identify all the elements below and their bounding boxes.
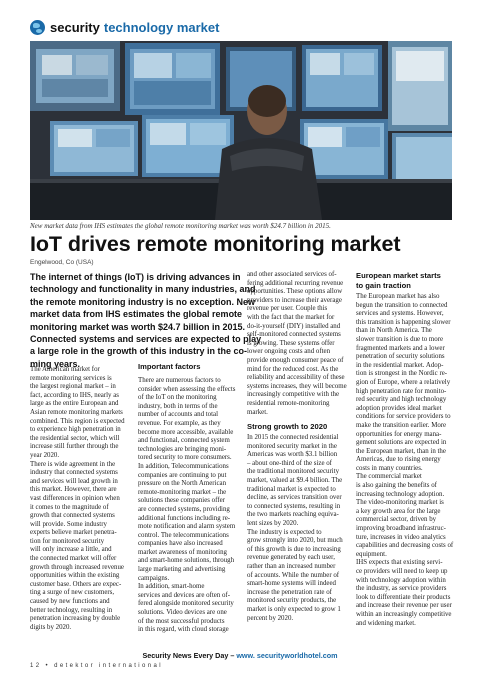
text-line: high penetration rate for monito- <box>356 387 447 395</box>
photo-illustration <box>30 41 452 220</box>
text-line: market, valued at $9.4 billion. The <box>247 477 343 485</box>
text-line: residential remote-monitoring <box>247 399 330 407</box>
text-line: smart-home systems will indeed <box>247 580 336 588</box>
text-line: the industry, as service providers <box>356 585 447 593</box>
column-4-text <box>356 293 453 628</box>
text-line: self-monitored connected systems <box>247 331 341 339</box>
text-line: large marketing and advertising <box>138 566 226 574</box>
lead-line: ming years. <box>30 358 81 369</box>
text-line: mote notification and alarm system <box>138 523 236 531</box>
text-line: do-it-yourself (DIY) installed and <box>247 322 341 330</box>
text-line: are connected systems, providing <box>138 505 230 513</box>
text-line: The European market has also <box>356 293 440 300</box>
text-line: rather than an increased number <box>247 563 336 570</box>
text-line: and other associated services of- <box>247 271 337 278</box>
text-line: customer base. Others are expec- <box>30 580 122 588</box>
text-line: The American market for <box>30 366 100 373</box>
text-line: the residential sector, which will <box>30 434 120 442</box>
text-line: of this growth is due to increasing <box>247 545 341 553</box>
subheading-important-factors: Important factors <box>138 362 201 371</box>
text-line: the European market, than in the <box>356 447 446 455</box>
text-line: services and devices are often of- <box>138 591 231 599</box>
text-line: industry that connected systems <box>30 469 118 477</box>
text-line: improving broadband infrastruc- <box>356 525 446 533</box>
text-line: begun the transition to connected <box>356 301 448 309</box>
text-line: reliability and accessibility of these <box>247 374 345 382</box>
text-line: gion of Europe, where a relatively <box>356 378 451 386</box>
text-line: fering additional recurring revenue <box>247 279 344 287</box>
text-line: fact, according to IHS, nearly as <box>30 391 119 399</box>
text-line: traditional market is expected to <box>247 485 336 493</box>
text-line: providers to increase their average <box>247 296 342 304</box>
text-line: costs in many countries. <box>356 464 423 472</box>
text-line: increase the penetration rate of <box>247 588 332 596</box>
text-line: adoption provides ideal market <box>356 404 442 412</box>
text-line: of the most successful products <box>138 617 225 625</box>
text-line: look to differentiate their products <box>356 593 451 601</box>
text-line: There is wide agreement in the <box>30 460 116 468</box>
text-line: monitored security market in the <box>247 442 337 450</box>
lead-line: The internet of things (IoT) is driving advances in <box>30 272 241 282</box>
text-line: ting a surge of new customers, <box>30 589 115 597</box>
text-line: than in North America. The <box>356 327 432 335</box>
text-line: equipment. <box>356 550 387 558</box>
text-line: commercial sector, driven by <box>356 516 437 524</box>
text-line: There are numerous factors to <box>138 377 221 384</box>
text-line: Asian remote monitoring markets <box>30 408 123 416</box>
text-line: solutions. Video devices are one <box>138 609 227 617</box>
text-line: remote-monitoring market – the <box>138 488 227 496</box>
text-line: grow strongly into 2020, but much <box>247 537 343 545</box>
photo-caption: New market data from IHS estimates the global remote monitoring market was worth $24.7 billion in 2015. <box>30 222 331 230</box>
text-line: the connected market will offer <box>30 555 117 563</box>
text-line: caused by new functions and <box>30 598 110 606</box>
text-line: large as the entire European and <box>30 400 119 408</box>
text-line: market awareness of monitoring <box>138 548 227 556</box>
text-line: conditions for service providers to <box>356 413 451 421</box>
text-line: Americas was worth $3.1 billion <box>247 451 338 459</box>
text-line: consider when assessing the effects <box>138 385 236 393</box>
text-line: lent sizes by 2020. <box>247 520 299 528</box>
text-line: companies are continuing to put <box>138 471 227 479</box>
text-line: Americas, due to rising energy <box>356 456 441 464</box>
text-line: provide enough consumer peace of <box>247 356 344 364</box>
text-line: increasing technology adoption. <box>356 490 445 498</box>
lead-line: technology and functionality in many industries, and <box>30 284 256 295</box>
text-line: gement solutions are expected in <box>356 439 447 447</box>
text-line: ce providers will need to keep up <box>356 568 448 575</box>
text-line: will provide. Some industry <box>30 520 107 528</box>
text-line: tion for monitored security <box>30 537 105 545</box>
text-line: growth through increased revenue <box>30 563 124 571</box>
text-line: and functional, connected system <box>138 437 230 445</box>
text-line: is growing. These systems offer <box>247 339 335 347</box>
text-line: year 2020. <box>30 451 60 459</box>
header-brand-technology-market: technology market <box>103 19 220 35</box>
text-line: market. <box>247 408 268 416</box>
text-line: and services will lead growth in <box>30 477 118 485</box>
text-line: penetration increasing by double <box>30 615 121 623</box>
page-folio: 12 • detektor international <box>30 663 163 669</box>
text-line: to connected systems, resulting in <box>247 502 341 510</box>
text-line: and widening market. <box>356 619 416 627</box>
text-line: a key growth area for the large <box>356 507 441 515</box>
text-line: better technology, resulting in <box>30 606 113 614</box>
text-line: make the transition earlier. More <box>356 421 447 429</box>
text-line: experts believe market penetra- <box>30 529 117 537</box>
text-line: slower transition is due to more <box>356 335 444 343</box>
dateline: Engelwood, Co (USA) <box>30 259 94 266</box>
text-line: the largest regional market – in <box>30 383 116 391</box>
footer-url-link[interactable]: www. securityworldhotel.com <box>236 651 338 660</box>
subheading-strong-growth: Strong growth to 2020 <box>247 422 328 432</box>
text-line: opportunities. These options allow <box>247 288 343 296</box>
lead-line: Connected systems and services are expected to play <box>30 334 262 345</box>
text-line: growth that connected systems <box>30 512 115 520</box>
text-line: monitored security products, the <box>247 597 337 605</box>
footer-banner <box>0 651 480 660</box>
body-column-3 <box>247 271 347 623</box>
text-line: fragmented markets and a lower <box>356 344 445 352</box>
text-line: services and systems. However, <box>356 310 444 318</box>
text-line: opportunities within the existing <box>30 572 120 580</box>
text-line: percent by 2020. <box>247 614 294 622</box>
lead-line: a large role in the growth of this industry in the co- <box>30 346 248 357</box>
text-line: increase still further through the <box>30 443 119 451</box>
text-line: the traditional monitored security <box>247 468 340 476</box>
text-line: mind for the reduced cost. As the <box>247 365 339 373</box>
text-line: and smart-home solutions, through <box>138 557 235 565</box>
text-line: The commercial market <box>356 473 422 481</box>
body-column-2 <box>138 362 235 635</box>
text-line: with technology adoption within <box>356 576 446 584</box>
section-header <box>30 16 219 38</box>
text-line: it comes to the magnitude of <box>30 503 109 511</box>
text-line: In 2015 the connected residential <box>247 434 339 442</box>
text-line: within an increasingly competitive <box>356 610 452 618</box>
text-line: remote monitoring services is <box>30 374 112 382</box>
footer-text: Security News Every Day – <box>142 651 237 660</box>
text-line: solutions these companies offer <box>138 497 225 505</box>
text-line: and increase their revenue per user <box>356 602 452 610</box>
text-line: In addition, Telecommunications <box>138 462 229 470</box>
text-line: number of accounts and total <box>138 411 218 419</box>
text-line: companies have also increased <box>138 540 223 548</box>
text-line: of accounts. While the number of <box>247 571 340 579</box>
text-line: systems increases, they will become <box>247 382 347 390</box>
text-line: penetration of security solutions <box>356 353 445 361</box>
text-line: The video-monitoring market is <box>356 499 444 507</box>
globe-icon <box>30 20 45 35</box>
lead-line: monitoring market was worth $24.7 billion in 2015. <box>30 321 246 332</box>
text-line: revenue per user. Couple this <box>247 305 328 313</box>
text-line: – about one-third of the size of <box>247 459 332 467</box>
text-line: with the fact that the market for <box>247 313 335 321</box>
text-line: additional functions including re- <box>138 514 231 522</box>
text-line: in this regard, with cloud storage <box>138 626 229 634</box>
column-3-text-top <box>247 271 347 417</box>
text-line: ture, increases in video analytics <box>356 533 446 541</box>
column-2-text <box>138 377 235 635</box>
subheading-european-market: European market starts <box>356 271 441 280</box>
text-line: industry, both in terms of the <box>138 402 218 410</box>
lead-line: market data from IHS estimates the global remote <box>30 309 243 320</box>
text-line: The industry is expected to <box>247 528 322 536</box>
header-brand-security: security <box>50 19 100 35</box>
column-3-text-bottom <box>247 434 347 623</box>
monitoring-room-photo <box>30 41 452 220</box>
text-line: will only increase a little, and <box>30 546 112 554</box>
body-column-4 <box>356 271 453 628</box>
text-line: revenue. For example, as they <box>138 419 221 427</box>
text-line: digits by 2020. <box>30 623 72 631</box>
text-line: capabilities and decreasing costs of <box>356 542 454 550</box>
text-line: in the residential market. Adop- <box>356 361 444 369</box>
text-line: vast differences in opinion when <box>30 494 120 502</box>
text-line: campaigns. <box>138 574 170 582</box>
article-title: IoT drives remote monitoring market <box>30 232 401 256</box>
text-line: tored security to more consumers. <box>138 454 232 462</box>
body-column-1 <box>30 366 125 632</box>
text-line: to experience high penetration in <box>30 426 121 434</box>
text-line: red security and high technology <box>356 396 447 404</box>
text-line: fered alongside monitored security <box>138 600 234 608</box>
text-line: is also gaining the benefits of <box>356 482 437 490</box>
text-line: this market. However, there are <box>30 486 117 494</box>
text-line: pressure on the North American <box>138 480 227 488</box>
text-line: the two markets reaching equiva- <box>247 511 339 519</box>
text-line: lower ongoing costs and often <box>247 348 331 356</box>
lead-line: the remote monitoring industry is no exception. New <box>30 296 256 307</box>
text-line: market is only expected to grow 1 <box>247 605 341 613</box>
text-line: opportunities for energy mana- <box>356 430 442 438</box>
text-line: decline, as services transition over <box>247 494 342 502</box>
text-line: increasingly competitive with the <box>247 391 340 399</box>
text-line: this transition is happening slower <box>356 318 451 326</box>
text-line: tion is strongest in the Nordic re- <box>356 370 448 378</box>
text-line: become more accessible, available <box>138 428 234 436</box>
text-line: control. The telecommunications <box>138 531 229 539</box>
text-line: of the IoT on the monitoring <box>138 394 217 402</box>
text-line: In addition, smart-home <box>138 583 205 591</box>
text-line: technologies are bringing moni- <box>138 445 227 453</box>
subheading-european-market-line2: to gain traction <box>356 281 411 290</box>
text-line: IHS expects that existing servi- <box>356 559 443 567</box>
text-line: combined. This region is expected <box>30 417 125 425</box>
text-line: revenue generated by each user, <box>247 554 335 562</box>
